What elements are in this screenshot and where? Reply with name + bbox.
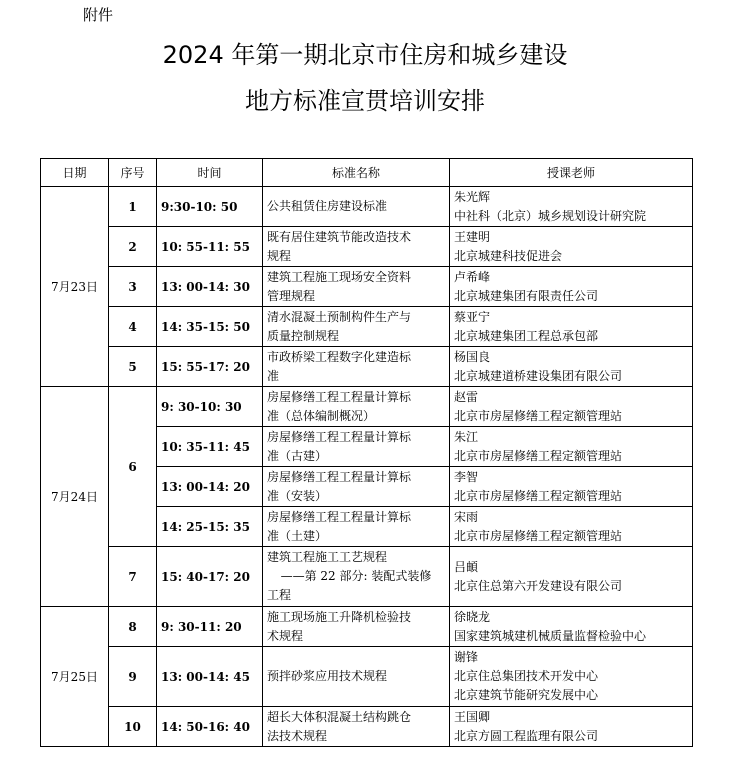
table-row (41, 347, 693, 387)
row-teacher: 朱江 北京市房屋修缮工程定额管理站 (450, 427, 693, 467)
row-standard: 建筑工程施工工艺规程 ——第 22 部分: 装配式装修 工程 (263, 547, 450, 607)
row-teacher: 蔡亚宁 北京城建集团工程总承包部 (450, 307, 693, 347)
table-row (41, 387, 693, 427)
row-no: 5 (109, 347, 157, 387)
row-teacher: 谢锋 北京住总集团技术开发中心 北京建筑节能研究发展中心 (450, 647, 693, 707)
row-teacher: 卢希峰 北京城建集团有限责任公司 (450, 267, 693, 307)
table-row (41, 707, 693, 747)
row-time: 14: 50-16: 40 (157, 707, 263, 747)
table-row (41, 307, 693, 347)
table-row (41, 227, 693, 267)
row-no: 6 (109, 387, 157, 547)
row-time: 9: 30-10: 30 (157, 387, 263, 427)
row-no: 4 (109, 307, 157, 347)
date-cell: 7月24日 (41, 387, 109, 607)
row-time: 13: 00-14: 30 (157, 267, 263, 307)
table-row (41, 547, 693, 607)
page-title: 2024 年第一期北京市住房和城乡建设 (162, 41, 568, 69)
schedule-table (40, 158, 693, 747)
row-standard: 超长大体积混凝土结构跳仓 法技术规程 (263, 707, 450, 747)
row-standard: 施工现场施工升降机检验技 术规程 (263, 607, 450, 647)
row-standard: 房屋修缮工程工程量计算标 准（土建） (263, 507, 450, 547)
row-teacher: 吕頔 北京住总第六开发建设有限公司 (450, 547, 693, 607)
row-standard: 房屋修缮工程工程量计算标 准（总体编制概况） (263, 387, 450, 427)
row-standard: 清水混凝土预制构件生产与 质量控制规程 (263, 307, 450, 347)
row-teacher: 朱光辉 中社科（北京）城乡规划设计研究院 (450, 187, 693, 227)
row-teacher: 赵雷 北京市房屋修缮工程定额管理站 (450, 387, 693, 427)
row-no: 1 (109, 187, 157, 227)
row-standard: 预拌砂浆应用技术规程 (263, 647, 450, 707)
attachment-label: 附件 (83, 6, 114, 24)
header-teacher: 授课老师 (450, 159, 693, 187)
table-row (41, 187, 693, 227)
row-time: 15: 40-17: 20 (157, 547, 263, 607)
row-standard: 既有居住建筑节能改造技术 规程 (263, 227, 450, 267)
header-time: 时间 (157, 159, 263, 187)
header-standard: 标准名称 (263, 159, 450, 187)
row-time: 10: 35-11: 45 (157, 427, 263, 467)
page-subtitle: 地方标准宣贯培训安排 (245, 87, 485, 115)
date-cell: 7月23日 (41, 187, 109, 387)
row-time: 10: 55-11: 55 (157, 227, 263, 267)
row-no: 9 (109, 647, 157, 707)
row-time: 9:30-10: 50 (157, 187, 263, 227)
row-no: 8 (109, 607, 157, 647)
row-no: 3 (109, 267, 157, 307)
row-standard: 建筑工程施工现场安全资料 管理规程 (263, 267, 450, 307)
row-no: 2 (109, 227, 157, 267)
row-time: 14: 35-15: 50 (157, 307, 263, 347)
table-header-row (41, 159, 693, 187)
header-no: 序号 (109, 159, 157, 187)
row-standard: 房屋修缮工程工程量计算标 准（古建） (263, 427, 450, 467)
row-teacher: 徐晓龙 国家建筑城建机械质量监督检验中心 (450, 607, 693, 647)
row-no: 10 (109, 707, 157, 747)
header-date: 日期 (41, 159, 109, 187)
table-row (41, 647, 693, 707)
row-standard: 房屋修缮工程工程量计算标 准（安装） (263, 467, 450, 507)
row-teacher: 李智 北京市房屋修缮工程定额管理站 (450, 467, 693, 507)
row-teacher: 宋雨 北京市房屋修缮工程定额管理站 (450, 507, 693, 547)
row-standard: 市政桥梁工程数字化建造标 准 (263, 347, 450, 387)
row-time: 13: 00-14: 45 (157, 647, 263, 707)
row-teacher: 王建明 北京城建科技促进会 (450, 227, 693, 267)
row-teacher: 杨国良 北京城建道桥建设集团有限公司 (450, 347, 693, 387)
row-no: 7 (109, 547, 157, 607)
row-time: 9: 30-11: 20 (157, 607, 263, 647)
row-time: 14: 25-15: 35 (157, 507, 263, 547)
table-row (41, 607, 693, 647)
row-time: 13: 00-14: 20 (157, 467, 263, 507)
table-row (41, 267, 693, 307)
row-time: 15: 55-17: 20 (157, 347, 263, 387)
row-teacher: 王国卿 北京方圆工程监理有限公司 (450, 707, 693, 747)
row-standard: 公共租赁住房建设标准 (263, 187, 450, 227)
date-cell: 7月25日 (41, 607, 109, 747)
